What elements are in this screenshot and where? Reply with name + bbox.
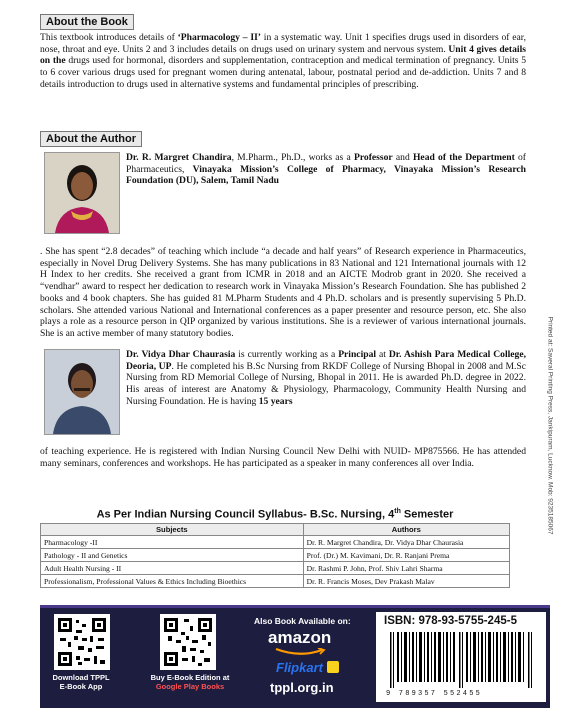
flipkart-bag-icon — [327, 661, 339, 673]
subject-cell: Professionalism, Professional Values & Ethics Including Bioethics — [41, 575, 304, 588]
barcode-number: 9 789357 552455 — [386, 690, 483, 698]
qr-code-icon — [162, 616, 214, 668]
table-row — [41, 575, 510, 588]
authors-cell: Prof. (Dr.) M. Kavimani, Dr. R. Ranjani Prema — [303, 549, 509, 562]
flipkart-logo[interactable]: Flipkart — [276, 660, 323, 675]
author2-bio-rest: of teaching experience. He is registered with Indian Nursing Council New Delhi with NUID- MP875566. He has attended many seminars, conferences and workshops. He has participated as a speaker in many conferences all over India. — [40, 446, 526, 469]
website-link[interactable]: tppl.org.in — [270, 680, 334, 695]
authors-cell: Dr. Rashmi P. John, Prof. Shiv Lahri Sharma — [303, 562, 509, 575]
amazon-logo[interactable]: amazon — [268, 628, 332, 647]
table-header-subjects: Subjects — [41, 524, 304, 536]
subject-cell: Pathology - II and Genetics — [41, 549, 304, 562]
about-book-heading: About the Book — [40, 14, 134, 30]
authors-cell: Dr. R. Margret Chandira, Dr. Vidya Dhar Chaurasia — [303, 536, 509, 549]
author1-photo — [44, 152, 120, 234]
about-book-text: This textbook introduces details of ‘Pharmacology – II’ in a systematic way. Unit 1 specifies drugs used in disorders of ear, nose, throat and eye. Units 2 and 3 includes details on drugs used on urinary system and nervous system. Unit 4 gives details on the drugs used for hormonal, disorders and supplementation, contraception and medical termination of pregnancy. Units 5 to 6 cover various drugs used for pregnant women during antenatal, labour, postnatal period and de-addiction. Units 7 and 8 details introduction to drugs used in alternative systems and fundamental principles of prescribing. — [40, 32, 527, 90]
author2-photo — [44, 349, 120, 435]
ebook-app-label: Download TPPL E-Book App — [52, 673, 110, 691]
subject-cell: Pharmacology -II — [41, 536, 304, 549]
author2-bio: Dr. Vidya Dhar Chaurasia is currently working as a Principal at Dr. Ashish Para Medical College, Deoria, UP. He completed his B.Sc Nursing from RKDF College of Nursing Bhopal in 2008 and M.Sc Nursing from RD Memorial College of Nursing, Bhopal in 2011. He is awarded Ph.D. degree in 2022. His areas of interest are Anatomy & Physiology, Pharmacology, Community Health Nursing and Nursing Foundation. He is having 15 years — [126, 349, 526, 407]
google-play-qr-code[interactable] — [160, 614, 216, 670]
table-header-row — [41, 524, 510, 536]
related-books-table — [40, 523, 510, 588]
table-row — [41, 549, 510, 562]
amazon-smile-icon — [274, 648, 326, 656]
table-row — [41, 562, 510, 575]
printer-imprint: Printed at: Saveral Printing Press, Jankipuram, Lucknow. Mob: 9235185067 — [546, 316, 554, 535]
isbn-text: ISBN: 978-93-5755-245-5 — [384, 615, 517, 627]
table-row — [41, 536, 510, 549]
google-play-label: Buy E-Book Edition at Google Play Books — [150, 673, 230, 691]
syllabus-title: As Per Indian Nursing Council Syllabus- B.Sc. Nursing, 4th Semester — [96, 508, 454, 521]
author2-bio-continued — [40, 446, 526, 469]
author1-bio: Dr. R. Margret Chandira, M.Pharm., Ph.D., works as a Professor and Head of the Department of Pharmaceutics, Vinayaka Mission’s College of Pharmacy, Vinayaka Mission’s Research Foundation (DU), Salem, Tamil Nadu — [126, 152, 526, 187]
author1-bio-continued — [40, 246, 526, 340]
author2-portrait-image — [45, 350, 119, 434]
also-available-label: Also Book Available on: — [254, 616, 351, 626]
author1-bio-rest: . She has spent “2.8 decades” of teaching which include “a decade and half years” of Research experience in Pharmaceutics, especially in Novel Drug Delivery Systems. She has many publications in 83 National and 121 International journals with 12 H Index to her credits. She received a grant from ICMR in 2018 and an AICTE Modrob grant in 2020. She received a “vendhar” award to respect her dedication to research work in Vinayaka Mission’s Research Foundation. She has published 2 books and 4 book chapters. She has guided 81 M.Pharm Students and 4 Ph.D. scholars and is presently supervising 5 Ph.D. scholars. She attended various National and International conferences as a paper presenter and resource person, etc. She also plays a role as a resource person in QIP organized by various institutions. She is a reviewer of various international journals. She is an active member of many statutory bodies. — [40, 246, 526, 339]
ebook-app-qr-code[interactable] — [54, 614, 110, 670]
subject-cell: Adult Health Nursing - II — [41, 562, 304, 575]
barcode-icon — [388, 632, 538, 688]
table-header-authors: Authors — [303, 524, 509, 536]
about-author-heading: About the Author — [40, 131, 142, 147]
authors-cell: Dr. R. Francis Moses, Dev Prakash Malav — [303, 575, 509, 588]
author1-portrait-image — [45, 153, 119, 233]
qr-code-icon — [56, 616, 108, 668]
